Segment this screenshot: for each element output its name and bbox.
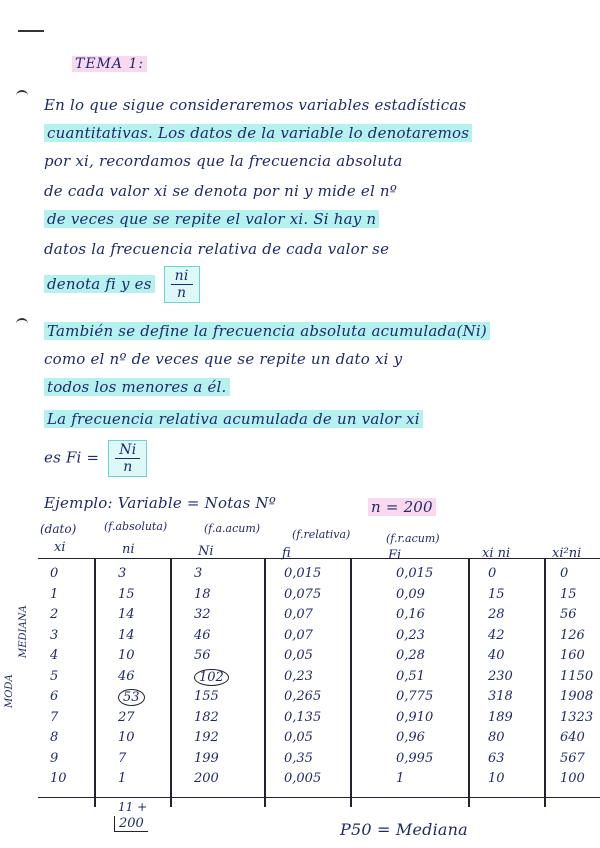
header-fi: fi [282, 546, 291, 561]
col-divider [94, 559, 96, 807]
example-n: n = 200 [368, 498, 436, 516]
annot-facum: (f.a.acum) [204, 522, 261, 535]
table-cell: 15 [488, 586, 505, 602]
header-xi: xi [54, 540, 66, 555]
table-cell: 0,015 [396, 566, 434, 581]
table-cell: 192 [194, 730, 219, 745]
table-cell: 42 [488, 627, 505, 643]
table-cell: 102 [194, 669, 229, 686]
table-cell: 7 [118, 750, 127, 766]
table-cell: 189 [488, 709, 513, 725]
table-cell: 56 [194, 648, 211, 663]
table-cell: 15 [560, 586, 577, 602]
table-cell: 1908 [560, 689, 594, 704]
annot-dato: (dato) [40, 522, 77, 536]
table-cell: 56 [560, 607, 577, 622]
page-title [72, 56, 147, 72]
title-text: TEMA 1: [72, 56, 147, 72]
table-cell: 1150 [560, 668, 594, 684]
p1-line-7: denota fi y es $\frac{ni}{n}$ [44, 266, 200, 303]
table-cell: 3 [118, 566, 127, 581]
p3-line-2: es Fi = $\frac{Ni}{n}$ [44, 440, 147, 477]
table-cell: 27 [118, 709, 135, 725]
fraction-fi: $\frac{ni}{n}$ [164, 266, 200, 303]
table-cell: 1 [118, 771, 127, 786]
side-label-moda: MODA [4, 674, 15, 708]
table-cell: 0,135 [284, 709, 322, 725]
header-Fi: Fi [388, 548, 402, 563]
table-cell: 5 [50, 668, 59, 684]
table-cell: 0,015 [284, 566, 322, 581]
col-divider [264, 559, 266, 807]
table-cell: 9 [50, 750, 59, 766]
annot-fabs: (f.absoluta) [104, 520, 168, 533]
col-divider [350, 559, 352, 807]
sum-top: 11 + [118, 800, 148, 814]
table-cell: 640 [560, 730, 585, 745]
table-cell: 4 [50, 648, 59, 663]
table-cell: 182 [194, 709, 219, 725]
header-xini: xi ni [482, 546, 511, 561]
table-cell: 15 [118, 586, 135, 602]
table-cell: 0,51 [396, 668, 425, 684]
table-cell: 3 [194, 566, 203, 581]
table-cell: 0 [488, 566, 497, 581]
annot-frel: (f.relativa) [292, 528, 351, 541]
p1-line-3: por xi, recordamos que la frecuencia absoluta [44, 152, 403, 170]
table-cell: 7 [50, 709, 59, 725]
table-cell: 14 [118, 607, 135, 622]
table-cell: 10 [50, 771, 67, 786]
table-cell: 0,075 [284, 586, 322, 602]
table-cell: 1 [50, 586, 59, 602]
table-cell: 0,910 [396, 709, 434, 725]
table-cell: 18 [194, 586, 211, 602]
p1-line-1: En lo que sigue consideraremos variables estadísticas [44, 96, 467, 114]
table-cell: 40 [488, 648, 505, 663]
table-cell: 46 [194, 627, 211, 643]
table-cell: 0,23 [284, 668, 313, 684]
footer-p50: P50 = Mediana [340, 820, 468, 839]
table-cell: 0,995 [396, 750, 434, 766]
p3-line-1: La frecuencia relativa acumulada de un valor xi [44, 410, 423, 428]
table-cell: 80 [488, 730, 505, 745]
table-cell: 100 [560, 771, 585, 786]
table-cell: 46 [118, 668, 135, 684]
table-cell: 1323 [560, 709, 594, 725]
side-label-mediana: MEDIANA [18, 605, 29, 658]
p1-line-6: datos la frecuencia relativa de cada valor se [44, 240, 390, 258]
bullet-icon [16, 318, 28, 326]
p1-line-4: de cada valor xi se denota por ni y mide el nº [44, 182, 398, 200]
table-cell: 2 [50, 607, 59, 622]
table-cell: 1 [396, 771, 405, 786]
header-xi2ni: xi²ni [552, 546, 582, 561]
table-cell: 160 [560, 648, 585, 663]
table-cell: 318 [488, 689, 513, 704]
table-cell: 10 [118, 648, 135, 663]
fraction-Fi: $\frac{Ni}{n}$ [108, 440, 147, 477]
header-ni: ni [122, 542, 135, 557]
p2-line-2: como el nº de veces que se repite un dato xi y [44, 350, 403, 368]
table-cell: 0,265 [284, 689, 322, 704]
col-divider [468, 559, 470, 807]
margin-dash [18, 30, 44, 32]
table-cell: 8 [50, 730, 59, 745]
table-cell: 0,16 [396, 607, 425, 622]
col-divider [170, 559, 172, 807]
table-cell: 10 [118, 730, 135, 745]
table-cell: 567 [560, 750, 585, 766]
table-cell: 155 [194, 689, 219, 704]
table-cell: 0,07 [284, 607, 313, 622]
table-cell: 230 [488, 668, 513, 684]
table-cell: 53 [118, 689, 145, 706]
bullet-icon [16, 90, 28, 98]
table-cell: 0,775 [396, 689, 434, 704]
table-cell: 0 [560, 566, 569, 581]
sum-bottom: 200 [114, 816, 148, 832]
table-cell: 200 [194, 771, 219, 786]
table-cell: 63 [488, 750, 505, 766]
table-cell: 0,07 [284, 627, 313, 643]
table-cell: 0,05 [284, 730, 313, 745]
table-cell: 0,96 [396, 730, 425, 745]
table-cell: 28 [488, 607, 505, 622]
table-cell: 14 [118, 627, 135, 643]
table-cell: 126 [560, 627, 585, 643]
table-cell: 0,005 [284, 771, 322, 786]
table-cell: 0 [50, 566, 59, 581]
col-divider [544, 559, 546, 807]
table-cell: 0,05 [284, 648, 313, 663]
table-cell: 0,28 [396, 648, 425, 663]
p1-line-5: de veces que se repite el valor xi. Si hay n [44, 210, 379, 228]
annot-fracum: (f.r.acum) [386, 532, 440, 545]
table-cell: 6 [50, 689, 59, 704]
p1-line-2: cuantitativas. Los datos de la variable lo denotaremos [44, 124, 472, 142]
header-Ni: Ni [198, 544, 214, 559]
example-label: Ejemplo: Variable = Notas Nº [44, 494, 277, 512]
table-cell: 0,35 [284, 750, 313, 766]
table-cell: 199 [194, 750, 219, 766]
table-cell: 0,23 [396, 627, 425, 643]
table-cell: 32 [194, 607, 211, 622]
p2-line-1: También se define la frecuencia absoluta acumulada(Ni) [44, 322, 490, 340]
p2-line-3: todos los menores a él. [44, 378, 230, 396]
table-cell: 0,09 [396, 586, 425, 602]
table-cell: 10 [488, 771, 505, 786]
table-cell: 3 [50, 627, 59, 643]
